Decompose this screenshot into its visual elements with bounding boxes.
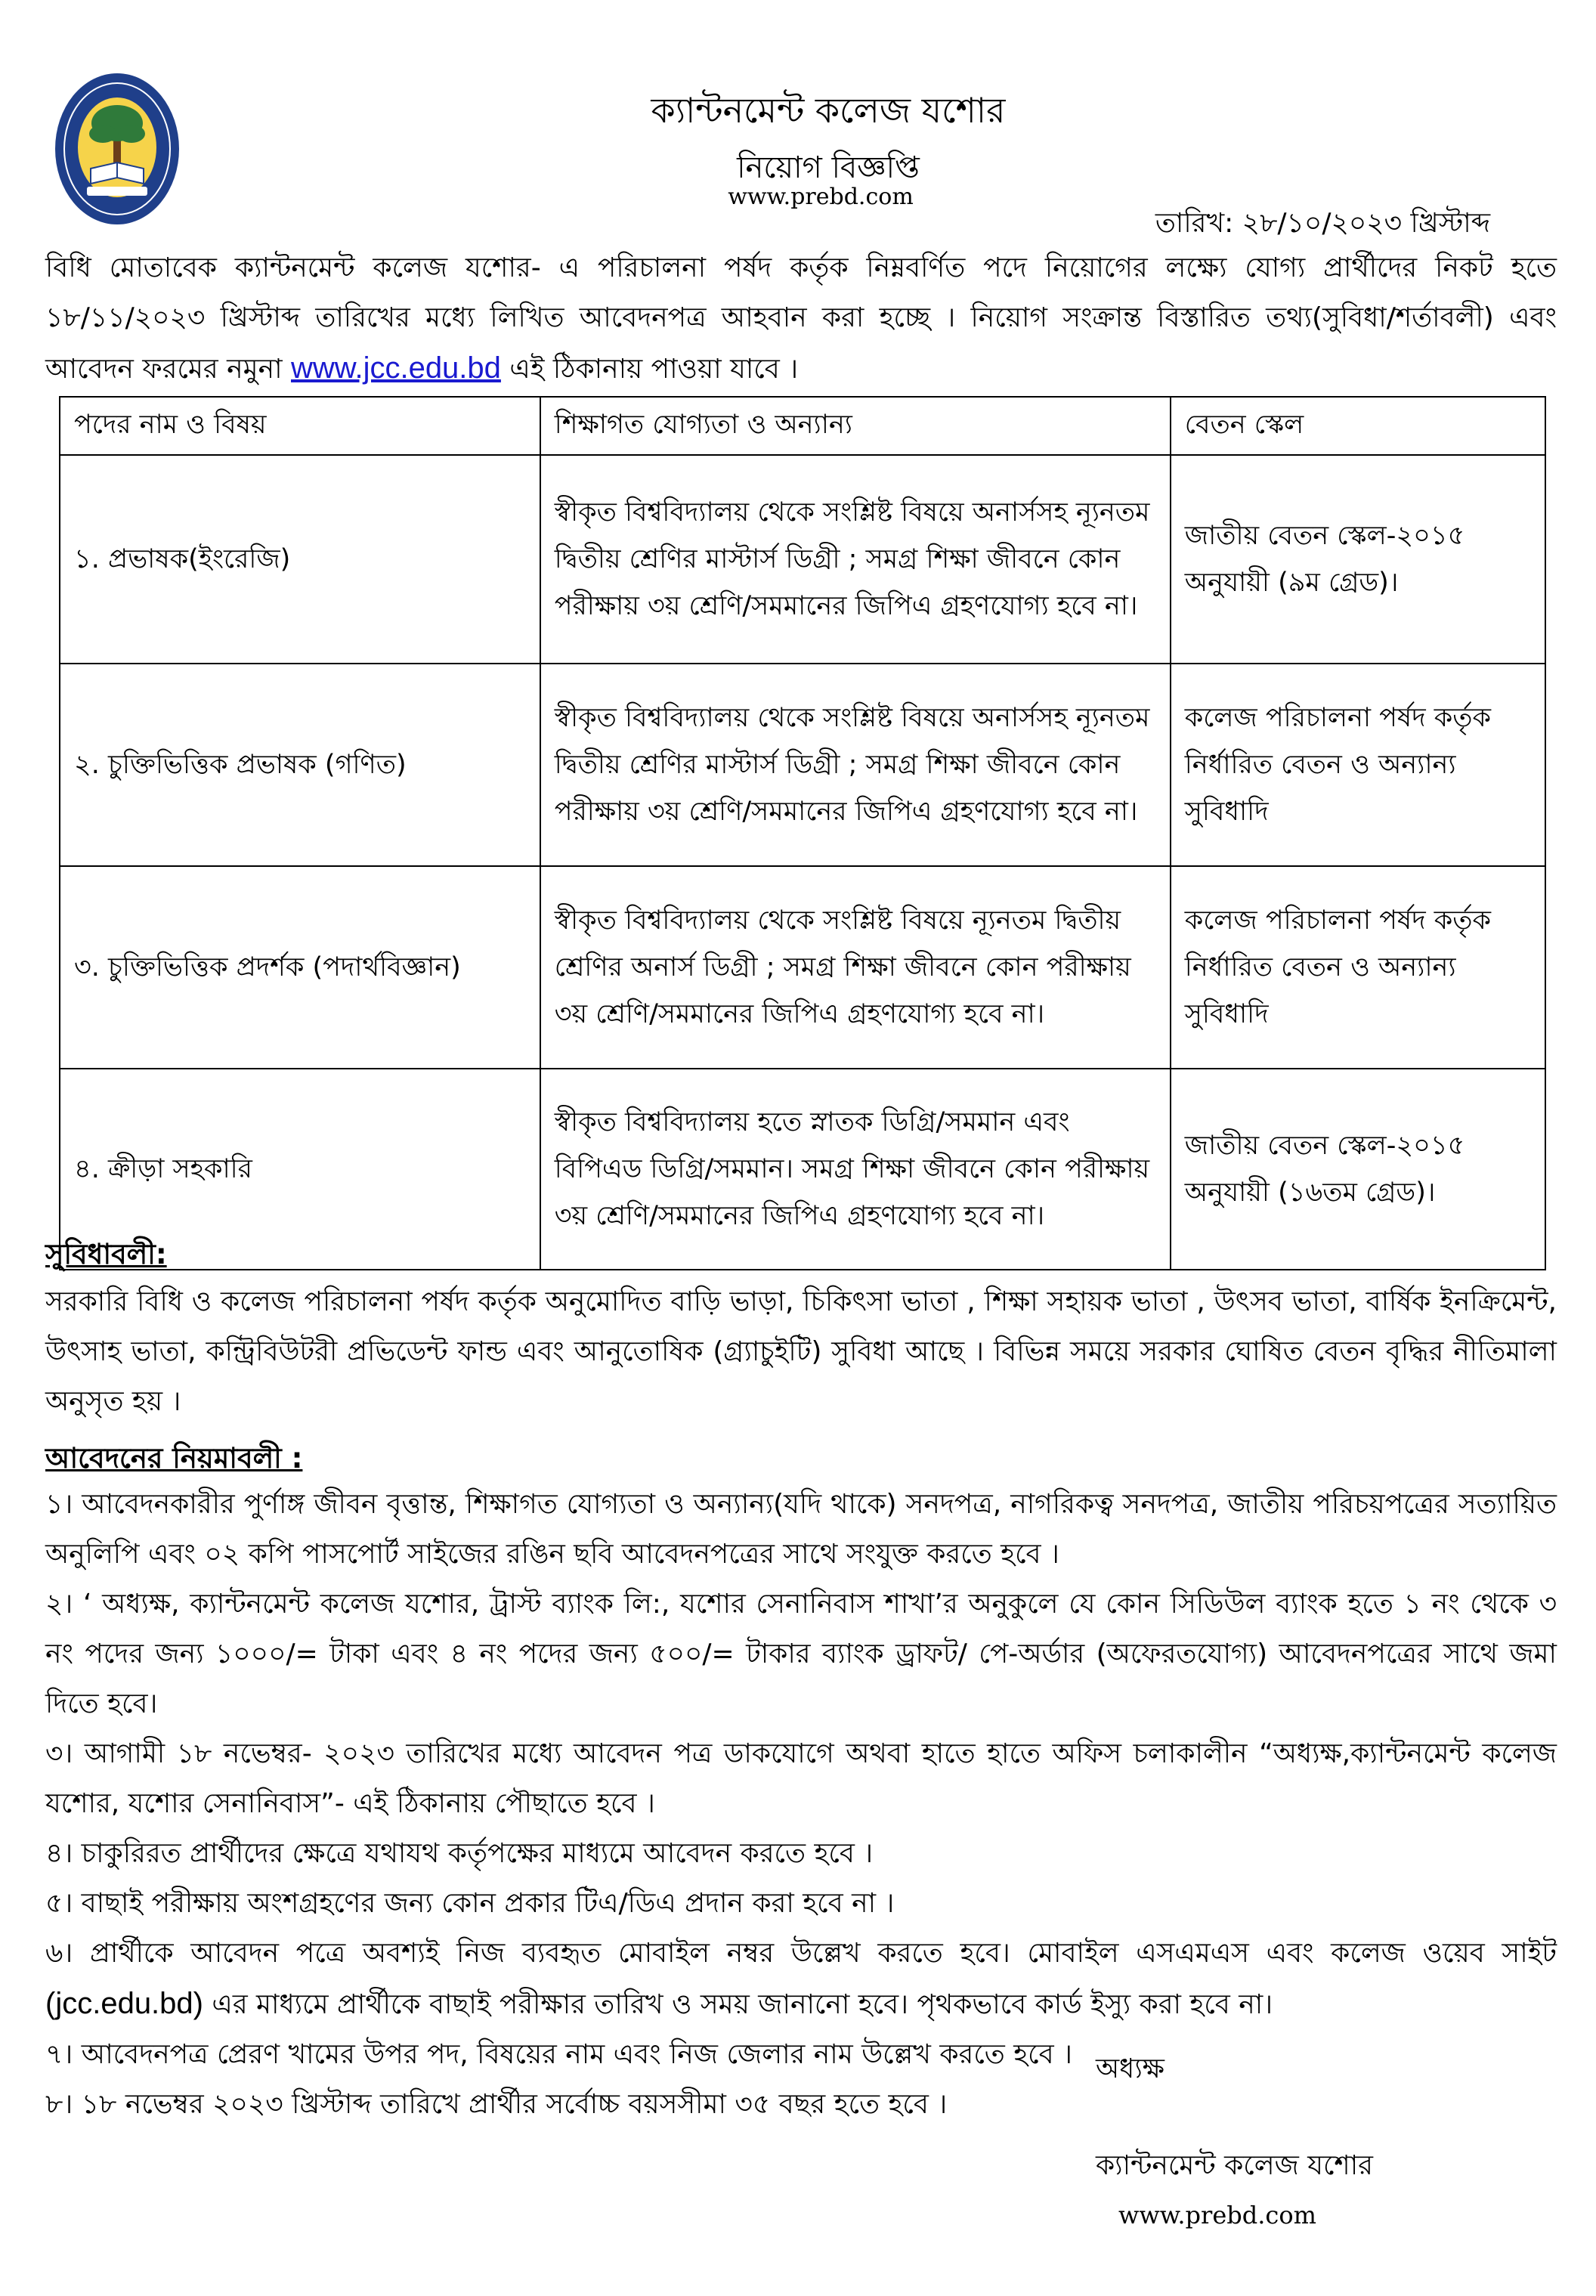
qualification: স্বীকৃত বিশ্ববিদ্যালয় থেকে সংশ্লিষ্ট বিষয়ে অনার্সসহ ন্যূনতম দ্বিতীয় শ্রেণির মাস্টার্স ডিগ্রী ; সমগ্র শিক্ষা জীবনে কোন পরীক্ষায় ৩য় শ্রেণি/সমমানের জিপিএ গ্রহণযোগ্য হবে না।	[540, 455, 1171, 664]
list-item: ২। ‘ অধ্যক্ষ, ক্যান্টনমেন্ট কলেজ যশোর, ট্রাস্ট ব্যাংক লি:, যশোর সেনানিবাস শাখা’র অনুকুলে যে কোন সিডিউল ব্যাংক হতে ১ নং থেকে ৩ নং পদের জন্য ১০০০/= টাকা এবং ৪ নং পদের জন্য ৫০০/= টাকার ব্যাংক ড্রাফট/ পে-অর্ডার (অফেরতযোগ্য) আবেদনপত্রের সাথে জমা দিতে হবে।	[45, 1589, 1557, 1719]
watermark-site-bottom: www.prebd.com	[1118, 2201, 1316, 2229]
pay-scale: কলেজ পরিচালনা পর্ষদ কর্তৃক নির্ধারিত বেতন ও অন্যান্য সুবিধাদি	[1171, 866, 1545, 1069]
header-pay-scale: বেতন স্কেল	[1171, 397, 1545, 455]
list-item: ৩। আগামী ১৮ নভেম্বর- ২০২৩ তারিখের মধ্যে আবেদন পত্র ডাকযোগে অথবা হাতে হাতে অফিস চলাকালীন “অধ্যক্ষ,ক্যান্টনমেন্ট কলেজ যশোর, যশোর সেনানিবাস”- এই ঠিকানায় পৌছাতে হবে ।	[45, 1738, 1557, 1819]
table-row	[60, 664, 1545, 866]
qualification: স্বীকৃত বিশ্ববিদ্যালয় থেকে সংশ্লিষ্ট বিষয়ে অনার্সসহ ন্যূনতম দ্বিতীয় শ্রেণির মাস্টার্স ডিগ্রী ; সমগ্র শিক্ষা জীবনে কোন পরীক্ষায় ৩য় শ্রেণি/সমমানের জিপিএ গ্রহণযোগ্য হবে না।	[540, 664, 1171, 866]
notice-title: নিয়োগ বিজ্ঞপ্তি	[737, 150, 920, 185]
table-row	[60, 866, 1545, 1069]
table-row	[60, 455, 1545, 664]
signatory-college: ক্যান্টনমেন্ট কলেজ যশোর	[1096, 2150, 1373, 2181]
watermark-site-top: www.prebd.com	[728, 184, 914, 210]
table-header-row	[60, 397, 1545, 455]
list-item: ৮। ১৮ নভেম্বর ২০২৩ খ্রিস্টাব্দ তারিখে প্রার্থীর সর্বোচ্চ বয়সসীমা ৩৫ বছর হতে হবে ।	[45, 2089, 948, 2120]
intro-text-after: এই ঠিকানায় পাওয়া যাবে ।	[500, 354, 799, 385]
notice-date: তারিখ: ২৮/১০/২০২৩ খ্রিস্টাব্দ	[1155, 208, 1490, 239]
posts-table	[59, 396, 1546, 1270]
benefits-heading: সুবিধাবলী:	[45, 1238, 167, 1270]
college-name: ক্যান্টনমেন্ট কলেজ যশোর	[651, 90, 1006, 131]
qualification: স্বীকৃত বিশ্ববিদ্যালয় থেকে সংশ্লিষ্ট বিষয়ে ন্যূনতম দ্বিতীয় শ্রেণির অনার্স ডিগ্রী ; সমগ্র শিক্ষা জীবনে কোন পরীক্ষায় ৩য় শ্রেণি/সমমানের জিপিএ গ্রহণযোগ্য হবে না।	[540, 866, 1171, 1069]
rule-6-site: (jcc.edu.bd)	[45, 1987, 203, 2020]
intro-text-before: বিধি মোতাবেক ক্যান্টনমেন্ট কলেজ যশোর- এ পরিচালনা পর্ষদ কর্তৃক নিম্নবর্ণিত পদে নিয়োগের লক্ষ্যে যোগ্য প্রার্থীদের নিকট হতে ১৮/১১/২০২৩ খ্রিস্টাব্দ তারিখের মধ্যে লিখিত আবেদনপত্র আহবান করা হচ্ছে । নিয়োগ সংক্রান্ত বিস্তারিত তথ্য(সুবিধা/শর্তাবলী) এবং আবেদন ফরমের নমুনা	[45, 252, 1557, 385]
pay-scale: জাতীয় বেতন স্কেল-২০১৫ অনুযায়ী (৯ম গ্রেড)।	[1171, 455, 1545, 664]
benefits-paragraph: সরকারি বিধি ও কলেজ পরিচালনা পর্ষদ কর্তৃক অনুমোদিত বাড়ি ভাড়া, চিকিৎসা ভাতা , শিক্ষা সহায়ক ভাতা , উৎসব ভাতা, বার্ষিক ইনক্রিমেন্ট, উৎসাহ ভাতা, কন্ট্রিবিউটরী প্রভিডেন্ট ফান্ড এবং আনুতোষিক (গ্র্যাচুইটি) সুবিধা আছে । বিভিন্ন সময়ে সরকার ঘোষিত বেতন বৃদ্ধির নীতিমালা অনুসৃত হয় ।	[45, 1286, 1557, 1417]
list-item: ৭। আবেদনপত্র প্রেরণ খামের উপর পদ, বিষয়ের নাম এবং নিজ জেলার নাম উল্লেখ করতে হবে ।	[45, 2039, 1072, 2070]
signatory-title: অধ্যক্ষ	[1096, 2053, 1165, 2084]
header-qualification: শিক্ষাগত যোগ্যতা ও অন্যান্য	[540, 397, 1171, 455]
post-name: ২. চুক্তিভিত্তিক প্রভাষক (গণিত)	[60, 664, 540, 866]
rules-heading: আবেদনের নিয়মাবলী :	[45, 1442, 303, 1474]
list-item: ৫। বাছাই পরীক্ষায় অংশগ্রহণের জন্য কোন প্রকার টিএ/ডিএ প্রদান করা হবে না ।	[45, 1888, 895, 1919]
rule-6-after: এর মাধ্যমে প্রার্থীকে বাছাই পরীক্ষার তারিখ ও সময় জানানো হবে। পৃথকভাবে কার্ড ইস্যু করা হবে না।	[203, 1989, 1273, 2020]
intro-paragraph	[45, 243, 1557, 395]
list-item	[45, 1929, 1557, 2030]
rule-6-before: ৬। প্রার্থীকে আবেদন পত্রে অবশ্যই নিজ ব্যবহৃত মোবাইল নম্বর উল্লেখ করতে হবে। মোবাইল এসএমএস এবং কলেজ ওয়েব সাইট	[45, 1938, 1557, 1969]
post-name: ৪. ক্রীড়া সহকারি	[60, 1069, 540, 1270]
table-row	[60, 1069, 1545, 1270]
qualification: স্বীকৃত বিশ্ববিদ্যালয় হতে স্নাতক ডিগ্রি/সমমান এবং বিপিএড ডিগ্রি/সমমান। সমগ্র শিক্ষা জীবনে কোন পরীক্ষায় ৩য় শ্রেণি/সমমানের জিপিএ গ্রহণযোগ্য হবে না।	[540, 1069, 1171, 1270]
list-item: ১। আবেদনকারীর পুর্ণাঙ্গ জীবন বৃত্তান্ত, শিক্ষাগত যোগ্যতা ও অন্যান্য(যদি থাকে) সনদপত্র, নাগরিকত্ব সনদপত্র, জাতীয় পরিচয়পত্রের সত্যায়িত অনুলিপি এবং ০২ কপি পাসপোর্ট সাইজের রঙিন ছবি আবেদনপত্রের সাথে সংযুক্ত করতে হবে ।	[45, 1489, 1557, 1570]
rules-list	[45, 1480, 1557, 2130]
header-post: পদের নাম ও বিষয়	[60, 397, 540, 455]
pay-scale: জাতীয় বেতন স্কেল-২০১৫ অনুযায়ী (১৬তম গ্রেড)।	[1171, 1069, 1545, 1270]
post-name: ১. প্রভাষক(ইংরেজি)	[60, 455, 540, 664]
college-website-link[interactable]: www.jcc.edu.bd	[291, 351, 501, 385]
pay-scale: কলেজ পরিচালনা পর্ষদ কর্তৃক নির্ধারিত বেতন ও অন্যান্য সুবিধাদি	[1171, 664, 1545, 866]
post-name: ৩. চুক্তিভিত্তিক প্রদর্শক (পদার্থবিজ্ঞান)	[60, 866, 540, 1069]
list-item: ৪। চাকুরিরত প্রার্থীদের ক্ষেত্রে যথাযথ কর্তৃপক্ষের মাধ্যমে আবেদন করতে হবে ।	[45, 1838, 874, 1869]
